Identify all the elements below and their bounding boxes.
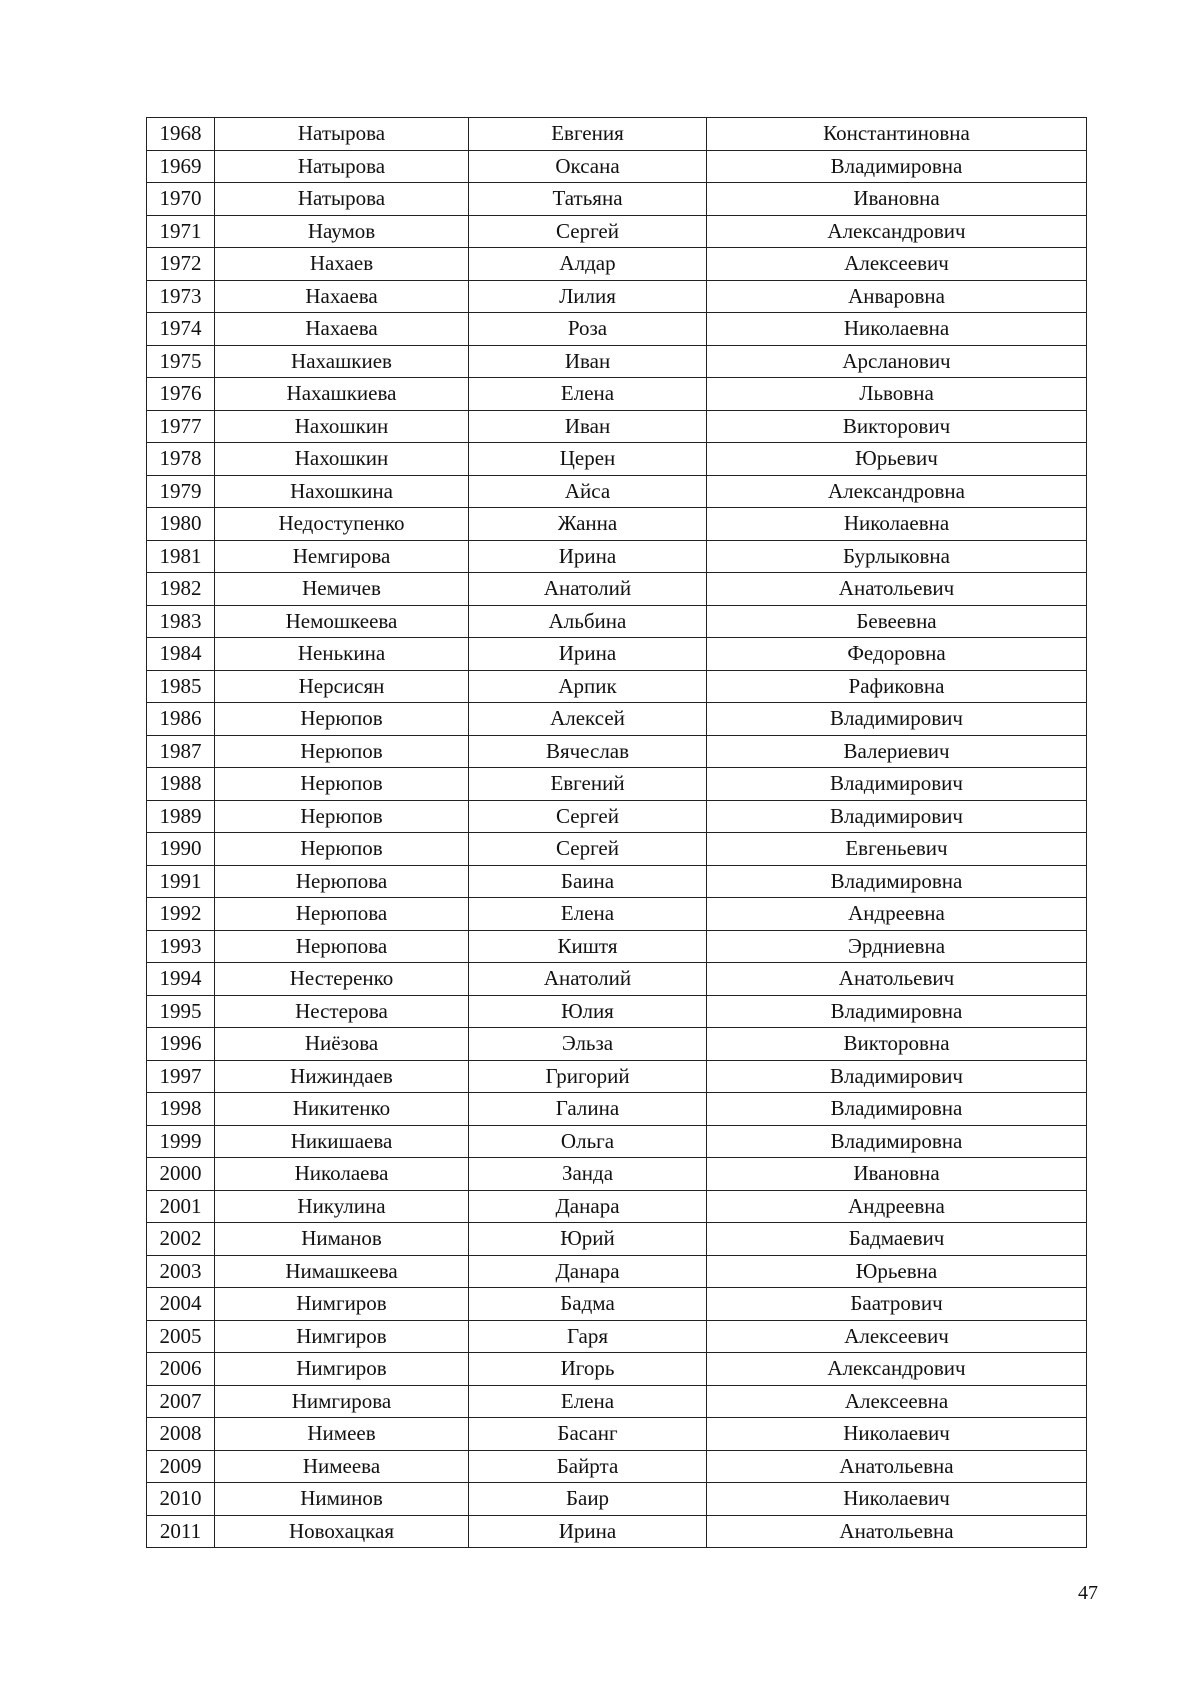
patronymic-cell: Владимировна [707,865,1087,898]
row-number-cell: 1995 [147,995,215,1028]
last-name-cell: Нижиндаев [215,1060,469,1093]
first-name-cell: Иван [469,410,707,443]
table-row [147,800,1087,833]
patronymic-cell: Евгеньевич [707,833,1087,866]
patronymic-cell: Николаевич [707,1483,1087,1516]
row-number-cell: 1970 [147,183,215,216]
patronymic-cell: Бадмаевич [707,1223,1087,1256]
table-row [147,638,1087,671]
last-name-cell: Недоступенко [215,508,469,541]
patronymic-cell: Анатольевна [707,1515,1087,1548]
last-name-cell: Нахашкиева [215,378,469,411]
first-name-cell: Церен [469,443,707,476]
row-number-cell: 1992 [147,898,215,931]
last-name-cell: Нерюпова [215,898,469,931]
table-row [147,540,1087,573]
first-name-cell: Жанна [469,508,707,541]
table-row [147,378,1087,411]
patronymic-cell: Владимирович [707,1060,1087,1093]
table-row [147,1450,1087,1483]
row-number-cell: 1999 [147,1125,215,1158]
last-name-cell: Ниманов [215,1223,469,1256]
patronymic-cell: Николаевич [707,1418,1087,1451]
table-row [147,898,1087,931]
row-number-cell: 2000 [147,1158,215,1191]
last-name-cell: Нахаева [215,280,469,313]
first-name-cell: Лилия [469,280,707,313]
first-name-cell: Сергей [469,833,707,866]
last-name-cell: Ненькина [215,638,469,671]
last-name-cell: Никитенко [215,1093,469,1126]
first-name-cell: Байрта [469,1450,707,1483]
patronymic-cell: Ивановна [707,183,1087,216]
row-number-cell: 1997 [147,1060,215,1093]
row-number-cell: 1978 [147,443,215,476]
last-name-cell: Натырова [215,150,469,183]
table-row [147,963,1087,996]
first-name-cell: Сергей [469,800,707,833]
row-number-cell: 2009 [147,1450,215,1483]
row-number-cell: 2008 [147,1418,215,1451]
last-name-cell: Нимгиров [215,1353,469,1386]
last-name-cell: Нерюпов [215,703,469,736]
row-number-cell: 1986 [147,703,215,736]
row-number-cell: 1971 [147,215,215,248]
patronymic-cell: Николаевна [707,508,1087,541]
first-name-cell: Ирина [469,638,707,671]
table-row [147,410,1087,443]
last-name-cell: Никулина [215,1190,469,1223]
row-number-cell: 1998 [147,1093,215,1126]
row-number-cell: 1976 [147,378,215,411]
table-row [147,313,1087,346]
patronymic-cell: Владимирович [707,703,1087,736]
table-row [147,1223,1087,1256]
patronymic-cell: Александрович [707,215,1087,248]
last-name-cell: Нерсисян [215,670,469,703]
first-name-cell: Альбина [469,605,707,638]
row-number-cell: 1990 [147,833,215,866]
last-name-cell: Нимашкеева [215,1255,469,1288]
last-name-cell: Нахошкин [215,410,469,443]
first-name-cell: Арпик [469,670,707,703]
row-number-cell: 2011 [147,1515,215,1548]
table-row [147,443,1087,476]
table-row [147,768,1087,801]
table-row [147,1125,1087,1158]
last-name-cell: Натырова [215,118,469,151]
last-name-cell: Нестеренко [215,963,469,996]
first-name-cell: Евгений [469,768,707,801]
patronymic-cell: Бевеевна [707,605,1087,638]
patronymic-cell: Анваровна [707,280,1087,313]
patronymic-cell: Рафиковна [707,670,1087,703]
first-name-cell: Юлия [469,995,707,1028]
row-number-cell: 1989 [147,800,215,833]
first-name-cell: Анатолий [469,963,707,996]
patronymic-cell: Александрович [707,1353,1087,1386]
patronymic-cell: Алексеевич [707,1320,1087,1353]
row-number-cell: 2005 [147,1320,215,1353]
last-name-cell: Николаева [215,1158,469,1191]
row-number-cell: 1996 [147,1028,215,1061]
table-row [147,1093,1087,1126]
patronymic-cell: Эрдниевна [707,930,1087,963]
first-name-cell: Басанг [469,1418,707,1451]
table-row [147,183,1087,216]
patronymic-cell: Юрьевич [707,443,1087,476]
last-name-cell: Ниёзова [215,1028,469,1061]
first-name-cell: Алексей [469,703,707,736]
first-name-cell: Елена [469,378,707,411]
patronymic-cell: Алексеевич [707,248,1087,281]
row-number-cell: 2003 [147,1255,215,1288]
last-name-cell: Нахошкина [215,475,469,508]
first-name-cell: Юрий [469,1223,707,1256]
table-row [147,605,1087,638]
patronymic-cell: Баатрович [707,1288,1087,1321]
row-number-cell: 1977 [147,410,215,443]
row-number-cell: 1973 [147,280,215,313]
table-row [147,118,1087,151]
row-number-cell: 1985 [147,670,215,703]
last-name-cell: Ниминов [215,1483,469,1516]
table-row [147,1060,1087,1093]
row-number-cell: 2004 [147,1288,215,1321]
last-name-cell: Нерюпов [215,833,469,866]
patronymic-cell: Алексеевна [707,1385,1087,1418]
row-number-cell: 1981 [147,540,215,573]
row-number-cell: 1993 [147,930,215,963]
table-row [147,1288,1087,1321]
last-name-cell: Немгирова [215,540,469,573]
first-name-cell: Бадма [469,1288,707,1321]
first-name-cell: Баир [469,1483,707,1516]
last-name-cell: Нерюпова [215,865,469,898]
table-row [147,995,1087,1028]
first-name-cell: Галина [469,1093,707,1126]
patronymic-cell: Константиновна [707,118,1087,151]
patronymic-cell: Александровна [707,475,1087,508]
table-row [147,215,1087,248]
row-number-cell: 1979 [147,475,215,508]
table-row [147,865,1087,898]
first-name-cell: Ольга [469,1125,707,1158]
last-name-cell: Никишаева [215,1125,469,1158]
row-number-cell: 2007 [147,1385,215,1418]
first-name-cell: Данара [469,1190,707,1223]
table-row [147,280,1087,313]
last-name-cell: Нимеева [215,1450,469,1483]
patronymic-cell: Андреевна [707,898,1087,931]
row-number-cell: 1984 [147,638,215,671]
patronymic-cell: Владимировна [707,1093,1087,1126]
table-row [147,1483,1087,1516]
last-name-cell: Нимгиров [215,1288,469,1321]
table-row [147,573,1087,606]
row-number-cell: 1974 [147,313,215,346]
table-row [147,1353,1087,1386]
table-row [147,1158,1087,1191]
first-name-cell: Татьяна [469,183,707,216]
patronymic-cell: Анатольевна [707,1450,1087,1483]
row-number-cell: 1991 [147,865,215,898]
table-row [147,475,1087,508]
last-name-cell: Нахаев [215,248,469,281]
table-row [147,1515,1087,1548]
last-name-cell: Нахаева [215,313,469,346]
row-number-cell: 1968 [147,118,215,151]
table-row [147,508,1087,541]
first-name-cell: Анатолий [469,573,707,606]
patronymic-cell: Владимирович [707,800,1087,833]
row-number-cell: 2001 [147,1190,215,1223]
table-row [147,150,1087,183]
row-number-cell: 1980 [147,508,215,541]
last-name-cell: Немошкеева [215,605,469,638]
first-name-cell: Евгения [469,118,707,151]
first-name-cell: Занда [469,1158,707,1191]
table-row [147,1418,1087,1451]
patronymic-cell: Ивановна [707,1158,1087,1191]
table-row [147,345,1087,378]
first-name-cell: Иван [469,345,707,378]
first-name-cell: Эльза [469,1028,707,1061]
patronymic-cell: Анатольевич [707,963,1087,996]
row-number-cell: 1987 [147,735,215,768]
first-name-cell: Сергей [469,215,707,248]
table-row [147,1320,1087,1353]
roster-table-body [147,118,1087,1548]
row-number-cell: 2006 [147,1353,215,1386]
last-name-cell: Новохацкая [215,1515,469,1548]
last-name-cell: Нерюпов [215,768,469,801]
last-name-cell: Нерюпов [215,800,469,833]
patronymic-cell: Бурлыковна [707,540,1087,573]
table-row [147,703,1087,736]
patronymic-cell: Арсланович [707,345,1087,378]
patronymic-cell: Андреевна [707,1190,1087,1223]
row-number-cell: 1982 [147,573,215,606]
patronymic-cell: Николаевна [707,313,1087,346]
last-name-cell: Нестерова [215,995,469,1028]
first-name-cell: Елена [469,1385,707,1418]
last-name-cell: Немичев [215,573,469,606]
first-name-cell: Григорий [469,1060,707,1093]
table-row [147,735,1087,768]
patronymic-cell: Львовна [707,378,1087,411]
table-row [147,1190,1087,1223]
patronymic-cell: Владимировна [707,150,1087,183]
first-name-cell: Оксана [469,150,707,183]
table-row [147,1028,1087,1061]
table-row [147,833,1087,866]
first-name-cell: Ирина [469,1515,707,1548]
patronymic-cell: Юрьевна [707,1255,1087,1288]
last-name-cell: Нерюпов [215,735,469,768]
last-name-cell: Натырова [215,183,469,216]
patronymic-cell: Викторович [707,410,1087,443]
patronymic-cell: Викторовна [707,1028,1087,1061]
roster-table [146,117,1087,1548]
row-number-cell: 1969 [147,150,215,183]
first-name-cell: Елена [469,898,707,931]
row-number-cell: 1994 [147,963,215,996]
first-name-cell: Айса [469,475,707,508]
row-number-cell: 1972 [147,248,215,281]
row-number-cell: 1988 [147,768,215,801]
patronymic-cell: Владимировна [707,995,1087,1028]
first-name-cell: Роза [469,313,707,346]
page-number: 47 [1078,1582,1098,1604]
table-row [147,1255,1087,1288]
table-row [147,1385,1087,1418]
first-name-cell: Алдар [469,248,707,281]
row-number-cell: 2010 [147,1483,215,1516]
first-name-cell: Данара [469,1255,707,1288]
last-name-cell: Нахошкин [215,443,469,476]
row-number-cell: 1983 [147,605,215,638]
first-name-cell: Ирина [469,540,707,573]
table-row [147,670,1087,703]
patronymic-cell: Владимирович [707,768,1087,801]
row-number-cell: 2002 [147,1223,215,1256]
first-name-cell: Киштя [469,930,707,963]
first-name-cell: Гаря [469,1320,707,1353]
last-name-cell: Нимгиров [215,1320,469,1353]
last-name-cell: Нимгирова [215,1385,469,1418]
last-name-cell: Нимеев [215,1418,469,1451]
patronymic-cell: Анатольевич [707,573,1087,606]
table-row [147,248,1087,281]
table-row [147,930,1087,963]
last-name-cell: Нерюпова [215,930,469,963]
first-name-cell: Игорь [469,1353,707,1386]
last-name-cell: Наумов [215,215,469,248]
patronymic-cell: Владимировна [707,1125,1087,1158]
patronymic-cell: Валериевич [707,735,1087,768]
first-name-cell: Баина [469,865,707,898]
patronymic-cell: Федоровна [707,638,1087,671]
row-number-cell: 1975 [147,345,215,378]
last-name-cell: Нахашкиев [215,345,469,378]
first-name-cell: Вячеслав [469,735,707,768]
